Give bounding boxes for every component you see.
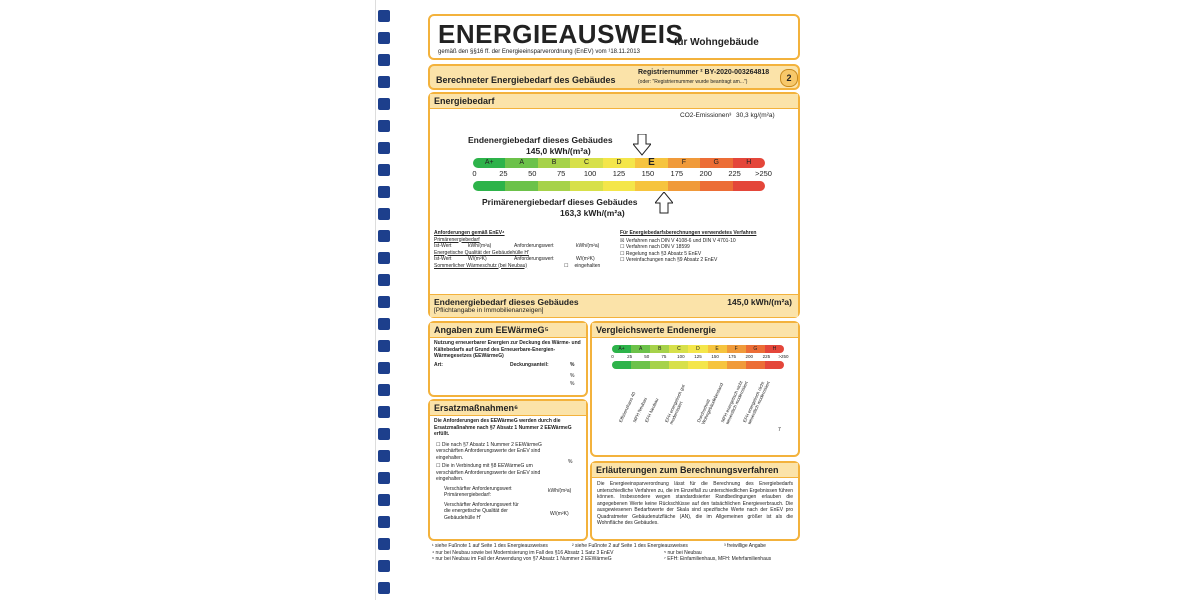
scale-tick: 75 (557, 169, 566, 178)
binding-ring (378, 54, 390, 66)
binding-ring (378, 186, 390, 198)
requirements-quality: Energetische Qualität der Gebäudehülle H' (434, 249, 529, 256)
registration-caption: Registriernummer ² (638, 69, 703, 76)
footnote: ³ freiwillige Angabe (724, 543, 766, 549)
scale-class-4 (688, 361, 707, 369)
binding-ring (378, 230, 390, 242)
binding-ring (378, 362, 390, 374)
co2-value: 30,3 kg/(m²a) (736, 112, 775, 119)
summary-note: [Pflichtangabe in Immobilienanzeigen] (434, 307, 544, 314)
title-subtitle: gemäß den §§16 ff. der Energieeinsparverordnung (EnEV) vom ¹18.11.2013 (438, 49, 640, 55)
binding-ring (378, 208, 390, 220)
scale-tick: 50 (644, 354, 650, 359)
binding-ring (378, 164, 390, 176)
ersatz-option-1[interactable]: ☐ Die nach §7 Absatz 1 Nummer 2 EEWärmeG verschärften Anforderungswerte der EnEV sind eingehalten. (436, 441, 542, 461)
scale-tick: 200 (745, 354, 754, 359)
comparison-label: EFH Neubau (644, 397, 660, 424)
summer-protection-status: eingehalten (574, 262, 601, 269)
binding-ring (378, 32, 390, 44)
scale-tick: 225 (728, 169, 741, 178)
scale-class-2 (538, 181, 570, 191)
scale-class-5 (635, 181, 667, 191)
title-box (428, 14, 800, 60)
end-energy-arrow-icon (633, 134, 651, 156)
comparison-label: EFH energetisch nicht wesentlich modernisiert (742, 380, 771, 426)
comparison-label: MFH Neubau (632, 396, 648, 424)
scale-class-1: A (505, 158, 537, 168)
requirements-block (434, 230, 609, 269)
energy-scale-top (473, 158, 765, 168)
ersatz-option-2[interactable]: ☐ Die in Verbindung mit §8 EEWärmeG um verschärften Anforderungswerte der EnEV sind eingehalten. (436, 463, 541, 482)
scale-class-3 (669, 361, 688, 369)
binding-ring (378, 340, 390, 352)
scale-class-2 (650, 361, 669, 369)
binding-ring (378, 582, 390, 594)
title-for: für Wohngebäude (674, 37, 759, 48)
anf-unit: kWh/(m²a) (576, 243, 600, 249)
scale-class-6 (727, 361, 746, 369)
footnote: ² siehe Fußnote 2 auf Seite 1 des Energieausweises (572, 543, 688, 549)
scale-tick: 150 (641, 169, 655, 178)
method-title: Für Energiebedarfsberechnungen verwendetes Verfahren (620, 230, 757, 236)
scale-class-5: E (635, 158, 667, 168)
energiebedarf-box (428, 92, 800, 318)
scale-class-1: A (631, 345, 650, 353)
scale-class-5 (708, 361, 727, 369)
scale-tick: 200 (699, 169, 712, 178)
scale-class-7 (700, 181, 732, 191)
requirements-primary: Primärenergiebedarf (434, 236, 480, 243)
ersatz-line-2: Verschärfter Anforderungswert für die energetische Qualität der Gebäudehülle H' (444, 501, 519, 521)
scale-class-0: A+ (473, 158, 505, 168)
binding-ring (378, 252, 390, 264)
end-energy-label: Endenergiebedarf dieses Gebäudes (468, 135, 613, 145)
eewaerme-header: Angaben zum EEWärmeG⁵ (430, 323, 586, 338)
requirements-row-1 (434, 243, 609, 250)
vergleich-header: Vergleichswerte Endenergie (592, 323, 798, 338)
scale-class-0: A+ (612, 345, 631, 353)
eewaerme-pct-3: % (570, 381, 575, 387)
ersatz-header: Ersatzmaßnahmen⁶ (430, 401, 586, 416)
ersatz-box (428, 399, 588, 541)
requirements-title: Anforderungen gemäß EnEV⁴ (434, 230, 505, 236)
registration-label (638, 69, 769, 76)
method-item[interactable]: ☐ Vereinfachungen nach §9 Absatz 2 EnEV (620, 257, 718, 263)
scale-class-7: G (700, 158, 732, 168)
binding-ring (378, 98, 390, 110)
comparison-label: MFH energetisch nicht wesentlich modernisiert (720, 380, 749, 426)
scale-class-7: G (746, 345, 765, 353)
binding-ring (378, 384, 390, 396)
comparison-scale (612, 345, 784, 353)
registration-number: BY-2020-003264818 (704, 69, 770, 76)
scale-class-7 (746, 361, 765, 369)
binding-ring (378, 76, 390, 88)
scale-class-5: E (708, 345, 727, 353)
scale-class-8 (765, 361, 784, 369)
anf-label-2: Anforderungswert (514, 256, 554, 262)
energiebedarf-header: Energiebedarf (430, 94, 798, 109)
ersatz-unit-1: kWh/(m²a) (548, 488, 572, 494)
scale-tick: >250 (778, 354, 789, 359)
method-item[interactable]: ☒ Verfahren nach DIN V 4108-6 und DIN V 4701-10 (620, 237, 736, 244)
footnote: ⁵ nur bei Neubau (664, 549, 702, 556)
primary-energy-label: Primärenergiebedarf dieses Gebäudes (482, 197, 638, 207)
comparison-label: Effizienzhaus 40 (618, 391, 637, 424)
binding-ring (378, 472, 390, 484)
scale-class-0 (473, 181, 505, 191)
comparison-labels (592, 373, 798, 453)
footnote: ⁴ nur bei Neubau sowie bei Modernisierung im Fall des §16 Absatz 1 Satz 3 EnEV (432, 549, 614, 556)
erlaeuterung-header: Erläuterungen zum Berechnungsverfahren (592, 463, 798, 478)
method-item[interactable]: ☐ Verfahren nach DIN V 18599 (620, 244, 690, 250)
scale-tick: 50 (528, 169, 537, 178)
binding-ring (378, 428, 390, 440)
eewaerme-pct-2: % (570, 373, 575, 379)
scale-tick: 0 (472, 169, 477, 178)
scale-class-2: B (538, 158, 570, 168)
scale-class-4: D (603, 158, 635, 168)
page-number: 2 (780, 69, 798, 87)
summary-label: Endenergiebedarf dieses Gebäudes (434, 297, 579, 307)
eewaerme-pct: % (570, 361, 575, 368)
ist-label-2: Ist-Wert (434, 256, 452, 262)
ist-label: Ist-Wert (434, 243, 452, 249)
comparison-footnote: 7 (778, 427, 781, 433)
ist-unit: kWh/(m²a) (468, 243, 492, 249)
co2-label: CO2-Emissionen³ (680, 112, 732, 119)
scale-class-8: H (765, 345, 784, 353)
anf-label: Anforderungswert (514, 243, 554, 249)
summer-protection-label: Sommerlicher Wärmeschutz (bei Neubau) (434, 262, 528, 269)
section-title: Berechneter Energiebedarf des Gebäudes (436, 75, 616, 85)
section-bar (428, 64, 800, 90)
primary-energy-value: 163,3 kWh/(m²a) (560, 208, 625, 218)
binding-ring (378, 494, 390, 506)
scale-class-4 (603, 181, 635, 191)
scale-class-8: H (733, 158, 765, 168)
binding-ring (378, 538, 390, 550)
eewaerme-row (430, 362, 586, 369)
scale-tick: 75 (661, 354, 667, 359)
scale-tick: 125 (612, 169, 626, 178)
scale-tick: 25 (627, 354, 633, 359)
method-block (620, 230, 796, 264)
comparison-label: EFH energetisch gut modernisiert (664, 383, 686, 426)
scale-class-4: D (688, 345, 707, 353)
comparison-ticks (604, 354, 792, 359)
erlaeuterung-box (590, 461, 800, 541)
comparison-label: Durchschnitt Wohngebäudebestand (696, 382, 725, 426)
scale-tick: 225 (762, 354, 771, 359)
binding-ring (378, 274, 390, 286)
vergleich-box (590, 321, 800, 457)
binding-ring (378, 10, 390, 22)
anf-unit-2: W/(m²K) (576, 256, 595, 262)
scale-tick: >250 (755, 169, 772, 178)
scale-class-6: F (668, 158, 700, 168)
method-item[interactable]: ☐ Regelung nach §3 Absatz 5 EnEV (620, 250, 702, 257)
energy-scale-bottom (473, 181, 765, 191)
scale-class-6 (668, 181, 700, 191)
scale-class-8 (733, 181, 765, 191)
eewaerme-text: Nutzung erneuerbarer Energien zur Deckung des Wärme- und Kältebedarfs auf Grund des Erneuerbare-Energien-Wärmegesetzes (EEWärmeG) (434, 340, 581, 359)
binding-ring (378, 450, 390, 462)
summary-value: 145,0 kWh/(m²a) (727, 297, 792, 307)
binding-ring (378, 406, 390, 418)
scale-class-6: F (727, 345, 746, 353)
scale-class-3 (570, 181, 602, 191)
binding-ring (378, 560, 390, 572)
energy-scale-ticks (460, 169, 778, 178)
registration-note: (oder: "Registriernummer wurde beantragt am...") (638, 79, 748, 85)
ersatz-option-2-pct: % (568, 459, 573, 465)
ersatz-unit-2: W/(m²K) (550, 511, 569, 517)
binding-ring (378, 120, 390, 132)
summer-protection-checkbox[interactable]: ☐ (564, 262, 569, 269)
scale-tick: 100 (583, 169, 597, 178)
scale-class-1 (631, 361, 650, 369)
binding-ring (378, 516, 390, 528)
end-energy-value: 145,0 kWh/(m²a) (526, 146, 591, 156)
scale-tick: 175 (670, 169, 684, 178)
binding-ring (378, 296, 390, 308)
scale-tick: 25 (499, 169, 508, 178)
scale-tick: 100 (677, 354, 685, 359)
scale-class-0 (612, 361, 631, 369)
footnote-row (432, 556, 802, 563)
requirements-row-3 (434, 263, 609, 270)
eewaerme-anteil: Deckungsanteil: (510, 361, 549, 368)
binding-ring (378, 142, 390, 154)
scale-class-1 (505, 181, 537, 191)
scale-tick: 0 (611, 354, 614, 359)
erlaeuterung-text: Die Energieeinsparverordnung lässt für die Berechnung des Energiebedarfs unterschiedliche Verfahren zu, die im Einzelfall zu unterschiedlichen Ergebnissen führen können. Insbesondere wegen standardisierter Randbedingungen erlauben die angegebenen Werte keine Rückschlüsse auf den tatsächlichen Energieverbrauch. Die ausgewiesenen Bedarfswerte der Skala sind spezifische Werte nach der EnEV pro Quadratmeter Gebäudenutzfläche (AN), die im Allgemeinen größer ist als die Wohnfläche des Gebäudes. (597, 481, 793, 526)
scale-tick: 125 (694, 354, 702, 359)
eewaerme-art: Art: (434, 361, 443, 368)
document-title: ENERGIEAUSWEIS (438, 19, 684, 49)
scale-tick: 175 (728, 354, 736, 359)
scale-tick: 150 (711, 354, 719, 359)
footnote: ⁷ EFH: Einfamilienhaus, MFH: Mehrfamilienhaus (664, 556, 772, 562)
ist-unit-2: W/(m²K) (468, 256, 487, 262)
footnote: ¹ siehe Fußnote 1 auf Seite 1 des Energieausweises (432, 543, 548, 549)
scale-class-2: B (650, 345, 669, 353)
binding-ring (378, 318, 390, 330)
ersatz-intro: Die Anforderungen des EEWärmeG werden durch die Ersatzmaßnahme nach §7 Absatz 1 Nummer 2 EEWärmeG erfüllt. (434, 418, 572, 437)
ersatz-line-1: Verschärfter Anforderungswert Primärenergiebedarf: (444, 485, 512, 498)
footnotes (432, 543, 802, 563)
comparison-scale-bottom (612, 361, 784, 369)
eewaerme-box (428, 321, 588, 397)
end-energy-summary (430, 294, 798, 317)
footnote: ⁶ nur bei Neubau im Fall der Anwendung von §7 Absatz 1 Nummer 2 EEWärmeG (432, 556, 612, 562)
primary-energy-arrow-icon (655, 192, 673, 214)
spiral-binding (376, 0, 394, 600)
scale-class-3: C (669, 345, 688, 353)
scale-class-3: C (570, 158, 602, 168)
